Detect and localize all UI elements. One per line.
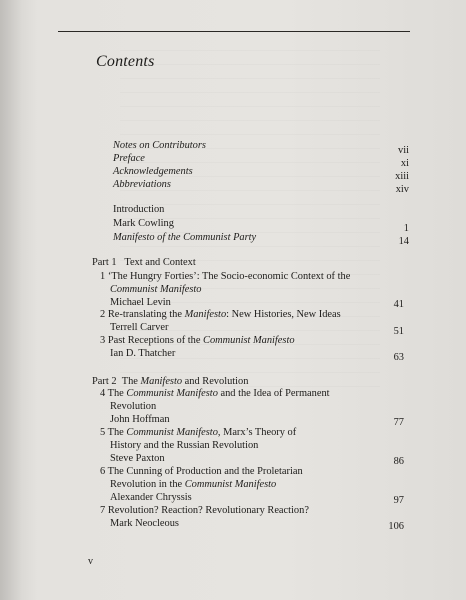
page-number: v [88,556,93,567]
part-1-title: Text and Context [124,257,196,268]
chapter-4-author: John Hoffman [110,414,170,425]
toc-entry-manifesto: Manifesto of the Communist Party [113,232,257,243]
chapter-6-title: The Cunning of Production and the Proletarian [107,466,303,477]
chapter-1-title: ‘The Hungry Forties’: The Socio-economic Context of the [107,271,351,282]
chapter-2-page: 51 [393,326,404,337]
chapter-6-title-cont-b: Communist Manifesto [184,479,277,490]
chapter-2-line-1 [100,309,341,321]
part-2-title-c: and Revolution [182,376,249,387]
chapter-1-line-1 [100,271,350,283]
chapter-7-page: 106 [388,521,404,532]
part-2-title-a: The [121,376,141,387]
part-2-heading [92,376,248,388]
chapter-4-title-cont: Revolution [110,401,157,412]
chapter-5-line-1 [100,427,296,439]
chapter-1-title-cont: Communist Manifesto [110,284,202,295]
chapter-4-line-1 [100,388,330,400]
chapter-3-title-a: Past Receptions of the [107,335,204,346]
toc-entry-preface: Preface [113,153,145,164]
top-rule [58,31,410,32]
chapter-3-number: 3 [100,335,106,346]
toc-page-preface: xi [400,158,409,169]
chapter-6-title-cont [110,479,276,491]
chapter-4-title-b: Communist Manifesto [126,388,218,399]
chapter-2-number: 2 [100,309,106,320]
chapter-1-author: Michael Levin [110,297,171,308]
chapter-5-page: 86 [393,456,404,467]
chapter-1-number: 1 [100,271,106,282]
part-2-label: Part 2 [92,376,117,387]
part-1-heading [92,257,196,269]
toc-page-acknowledgements: xiii [395,171,409,182]
toc-entry-notes: Notes on Contributors [113,140,206,151]
toc-entry-introduction: Introduction [113,204,165,215]
chapter-3-line-1 [100,335,295,347]
chapter-4-title-c: and the Idea of Permanent [217,388,330,399]
chapter-6-page: 97 [393,495,404,506]
toc-entry-acknowledgements: Acknowledgements [113,166,193,177]
chapter-6-author: Alexander Chryssis [110,492,192,503]
part-1-label: Part 1 [92,257,117,268]
chapter-7-title: Revolution? Reaction? Revolutionary Reaction? [107,505,309,516]
chapter-2-title-a: Re-translating the [107,309,185,320]
chapter-2-author: Terrell Carver [110,322,169,333]
chapter-1-page: 41 [393,299,404,310]
chapter-7-author: Mark Neocleous [110,518,179,529]
toc-page-abbreviations: xiv [395,184,409,195]
chapter-7-number: 7 [100,505,106,516]
toc-author-cowling: Mark Cowling [113,218,174,229]
chapter-7-line-1 [100,505,309,517]
chapter-5-title-c: , Marx’s Theory of [217,427,297,438]
chapter-5-author: Steve Paxton [110,453,165,464]
toc-page-manifesto: 14 [398,236,409,247]
chapter-3-title-b: Communist Manifesto [203,335,295,346]
toc-page-notes: vii [398,145,409,156]
chapter-4-number: 4 [100,388,106,399]
part-2-title-b: Manifesto [140,376,183,387]
chapter-6-line-1 [100,466,303,478]
chapter-5-title-b: Communist Manifesto [126,427,218,438]
toc-entry-abbreviations: Abbreviations [113,179,171,190]
chapter-5-number: 5 [100,427,106,438]
gutter-shadow [0,0,22,600]
page-title: Contents [96,53,155,70]
chapter-2-title-c: : New Histories, New Ideas [226,309,341,320]
toc-page-introduction: 1 [403,223,409,234]
chapter-4-page: 77 [393,417,404,428]
chapter-3-page: 63 [393,352,404,363]
chapter-4-title-a: The [107,388,127,399]
chapter-3-author: Ian D. Thatcher [110,348,176,359]
chapter-6-number: 6 [100,466,106,477]
chapter-5-title-cont: History and the Russian Revolution [110,440,259,451]
chapter-2-title-b: Manifesto [184,309,227,320]
chapter-6-title-cont-a: Revolution in the [110,479,185,490]
chapter-5-title-a: The [107,427,127,438]
